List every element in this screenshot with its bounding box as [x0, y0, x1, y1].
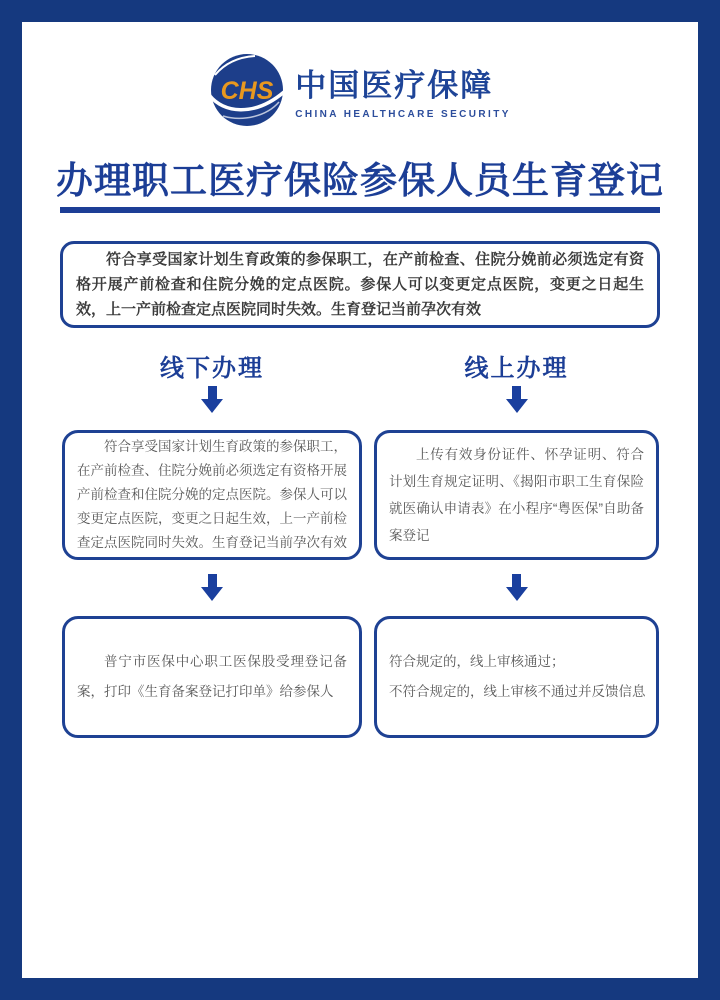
arrow-stem [512, 386, 521, 399]
down-arrow-icon [506, 574, 528, 601]
chs-globe-icon [209, 52, 285, 128]
offline-step2-text: 普宁市医保中心职工医保股受理登记备案，打印《生育备案登记打印单》给参保人 [77, 654, 347, 699]
arrow-stem [208, 574, 217, 587]
online-step1-text: 上传有效身份证件、怀孕证明、符合计划生育规定证明、《揭阳市职工生育保险就医确认申请表》在小程序“粤医保”自助备案登记 [389, 447, 644, 543]
offline-step1-text: 符合享受国家计划生育政策的参保职工，在产前检查、住院分娩前必须选定有资格开展产前检查和住院分娩的定点医院。参保人可以变更定点医院，变更之日起生效，上一产前检查定点医院同时失效。生育登记当前孕次有效 [77, 439, 347, 550]
arrow-head [201, 399, 223, 413]
arrow-head [506, 399, 528, 413]
arrow-head [201, 587, 223, 601]
down-arrow-icon [506, 386, 528, 413]
offline-step2-box [62, 616, 362, 738]
online-column [374, 348, 659, 740]
brand-name-zh: 中国医疗保障 [295, 68, 494, 103]
offline-column [62, 348, 362, 740]
arrow-stem [208, 386, 217, 399]
offline-column-header: 线下办理 [160, 355, 264, 382]
title-underline [60, 207, 660, 213]
brand-header [0, 52, 720, 128]
arrow-stem [512, 574, 521, 587]
online-step2-line2: 不符合规定的，线上审核不通过并反馈信息 [389, 684, 646, 699]
intro-box [60, 241, 660, 328]
online-column-header: 线上办理 [464, 355, 569, 382]
brand-name-en: CHINA HEALTHCARE SECURITY [295, 109, 511, 120]
intro-text: 符合享受国家计划生育政策的参保职工，在产前检查、住院分娩前必须选定有资格开展产前检查和住院分娩的定点医院。参保人可以变更定点医院，变更之日起生效，上一产前检查定点医院同时失效。生育登记当前孕次有效 [76, 251, 644, 318]
online-step2-box [374, 616, 659, 738]
down-arrow-icon [201, 386, 223, 413]
page-title: 办理职工医疗保险参保人员生育登记 [56, 160, 664, 201]
offline-step1-box [62, 430, 362, 560]
down-arrow-icon [201, 574, 223, 601]
online-step1-box [374, 430, 659, 560]
online-step2-line1: 符合规定的，线上审核通过； [389, 654, 565, 669]
arrow-head [506, 587, 528, 601]
online-step2-text [389, 647, 644, 707]
chs-emblem-text: CHS [220, 77, 274, 105]
brand-text [295, 60, 511, 120]
